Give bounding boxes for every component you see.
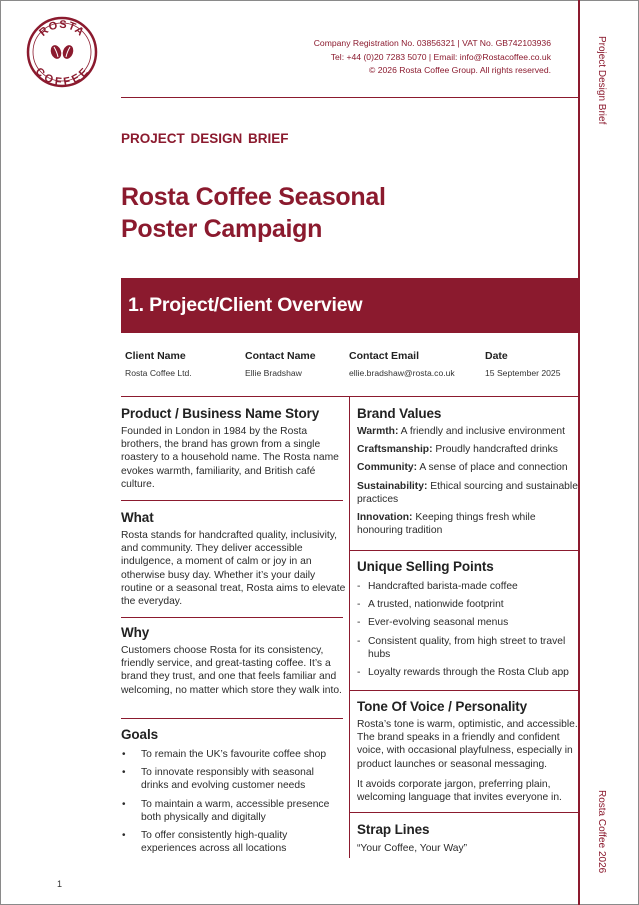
what-section bbox=[121, 510, 347, 608]
story-text: Founded in London in 1984 by the Rosta brothers, the brand has grown from a single roastery to a household name. The Rosta name evokes warmth, familiarity, and British café culture. bbox=[121, 426, 339, 490]
side-running-footer: Rosta Coffee 2026 bbox=[596, 790, 607, 874]
client-name-label: Client Name bbox=[125, 350, 186, 362]
margin-rule bbox=[578, 0, 580, 905]
side-running-header: Project Design Brief bbox=[596, 36, 607, 125]
company-registration: Company Registration No. 03856321 | VAT No. GB742103936 bbox=[313, 38, 551, 48]
company-copyright: © 2026 Rosta Coffee Group. All rights reserved. bbox=[369, 65, 551, 75]
rosta-coffee-logo bbox=[26, 16, 98, 88]
brand-values-section bbox=[357, 406, 578, 542]
what-heading: What bbox=[121, 510, 154, 525]
logo-bottom-text: COFFEE bbox=[32, 65, 92, 88]
date-label: Date bbox=[485, 350, 508, 362]
list-item: Sustainability: Ethical sourcing and sustainable practices bbox=[357, 480, 578, 505]
usp-list bbox=[357, 580, 578, 679]
list-item: • To offer consistently high-quality experiences across all locations bbox=[121, 829, 343, 855]
goals-list bbox=[121, 748, 343, 855]
list-item: Warmth: A friendly and inclusive environment bbox=[357, 426, 565, 437]
divider bbox=[350, 550, 578, 551]
column-divider bbox=[349, 397, 350, 858]
list-item: Community: A sense of place and connection bbox=[357, 462, 568, 474]
what-text: Rosta stands for handcrafted quality, inclusivity, and community. They deliver accessible indulgence, a moment of calm or joy in an otherwise busy day. Whether it’s your daily routine or a seasonal treat, Rosta aims to elevate the everyday. bbox=[121, 530, 346, 608]
strap-lines-heading: Strap Lines bbox=[357, 822, 430, 837]
contact-email-label: Contact Email bbox=[349, 350, 420, 362]
tone-text-1: Rosta’s tone is warm, optimistic, and accessible. The brand speaks in a friendly and confident voice, with occasional playfulness, especially in product launches or seasonal messaging. bbox=[357, 719, 578, 770]
usp-section bbox=[357, 559, 578, 684]
title-line-2: Poster Campaign bbox=[121, 215, 323, 243]
tone-text-2: It avoids corporate jargon, preferring plain, welcoming language that invites everyone in. bbox=[357, 778, 562, 804]
list-item: Craftsmanship: Proudly handcrafted drinks bbox=[357, 444, 558, 456]
why-section bbox=[121, 625, 343, 697]
logo-top-text: ROSTA bbox=[37, 18, 87, 39]
goals-section bbox=[121, 727, 343, 860]
svg-text:COFFEE bbox=[33, 65, 92, 88]
date-value: 15 September 2025 bbox=[485, 368, 561, 378]
contact-name-label: Contact Name bbox=[245, 350, 316, 362]
story-section bbox=[121, 406, 343, 491]
title-line-1: Rosta Coffee Seasonal bbox=[121, 183, 386, 211]
divider bbox=[121, 500, 343, 501]
list-item: - A trusted, nationwide footprint bbox=[357, 598, 578, 611]
document-title bbox=[121, 181, 386, 245]
header-divider bbox=[121, 97, 578, 98]
goals-heading: Goals bbox=[121, 727, 159, 742]
list-item: - Loyalty rewards through the Rosta Club app bbox=[357, 666, 578, 679]
client-name-value: Rosta Coffee Ltd. bbox=[125, 368, 192, 378]
section-banner bbox=[121, 278, 578, 333]
brand-values-heading: Brand Values bbox=[357, 406, 442, 421]
page-number: 1 bbox=[57, 879, 63, 889]
list-item: • To remain the UK’s favourite coffee shop bbox=[121, 748, 343, 761]
story-heading: Product / Business Name Story bbox=[121, 406, 320, 421]
tone-section bbox=[357, 699, 578, 804]
coffee-bean-icon bbox=[49, 44, 75, 61]
meta-email bbox=[349, 350, 455, 378]
divider bbox=[350, 690, 578, 691]
why-text: Customers choose Rosta for its consistency, friendly service, and great-tasting coffee. It’s a brand they trust, and one that feels familiar and welcoming, no matter which store they walk into. bbox=[121, 645, 342, 696]
why-heading: Why bbox=[121, 625, 150, 640]
document-type-label: PROJECT DESIGN BRIEF bbox=[121, 131, 289, 146]
meta-date bbox=[485, 350, 561, 378]
list-item: • To innovate responsibly with seasonal drinks and evolving customer needs bbox=[121, 766, 343, 792]
section-heading: 1. Project/Client Overview bbox=[128, 294, 363, 316]
list-item: - Ever-evolving seasonal menus bbox=[357, 616, 578, 629]
company-details bbox=[314, 37, 551, 78]
meta-contact bbox=[245, 350, 316, 378]
strap-line-text: “Your Coffee, Your Way” bbox=[357, 843, 468, 854]
divider bbox=[121, 617, 343, 618]
list-item: • To maintain a warm, accessible presence both physically and digitally bbox=[121, 798, 343, 824]
divider bbox=[350, 812, 578, 813]
divider bbox=[121, 718, 343, 719]
list-item: - Consistent quality, from high street to travel hubs bbox=[357, 635, 578, 661]
contact-email-value: ellie.bradshaw@rosta.co.uk bbox=[349, 368, 455, 378]
list-item: Innovation: Keeping things fresh while honouring tradition bbox=[357, 512, 536, 537]
strap-lines-section bbox=[357, 822, 578, 855]
tone-heading: Tone Of Voice / Personality bbox=[357, 699, 528, 714]
usp-heading: Unique Selling Points bbox=[357, 559, 494, 574]
list-item: - Handcrafted barista-made coffee bbox=[357, 580, 578, 593]
contact-name-value: Ellie Bradshaw bbox=[245, 368, 302, 378]
meta-client bbox=[125, 350, 192, 378]
company-contact: Tel: +44 (0)20 7283 5070 | Email: info@Rostacoffee.co.uk bbox=[330, 51, 551, 62]
